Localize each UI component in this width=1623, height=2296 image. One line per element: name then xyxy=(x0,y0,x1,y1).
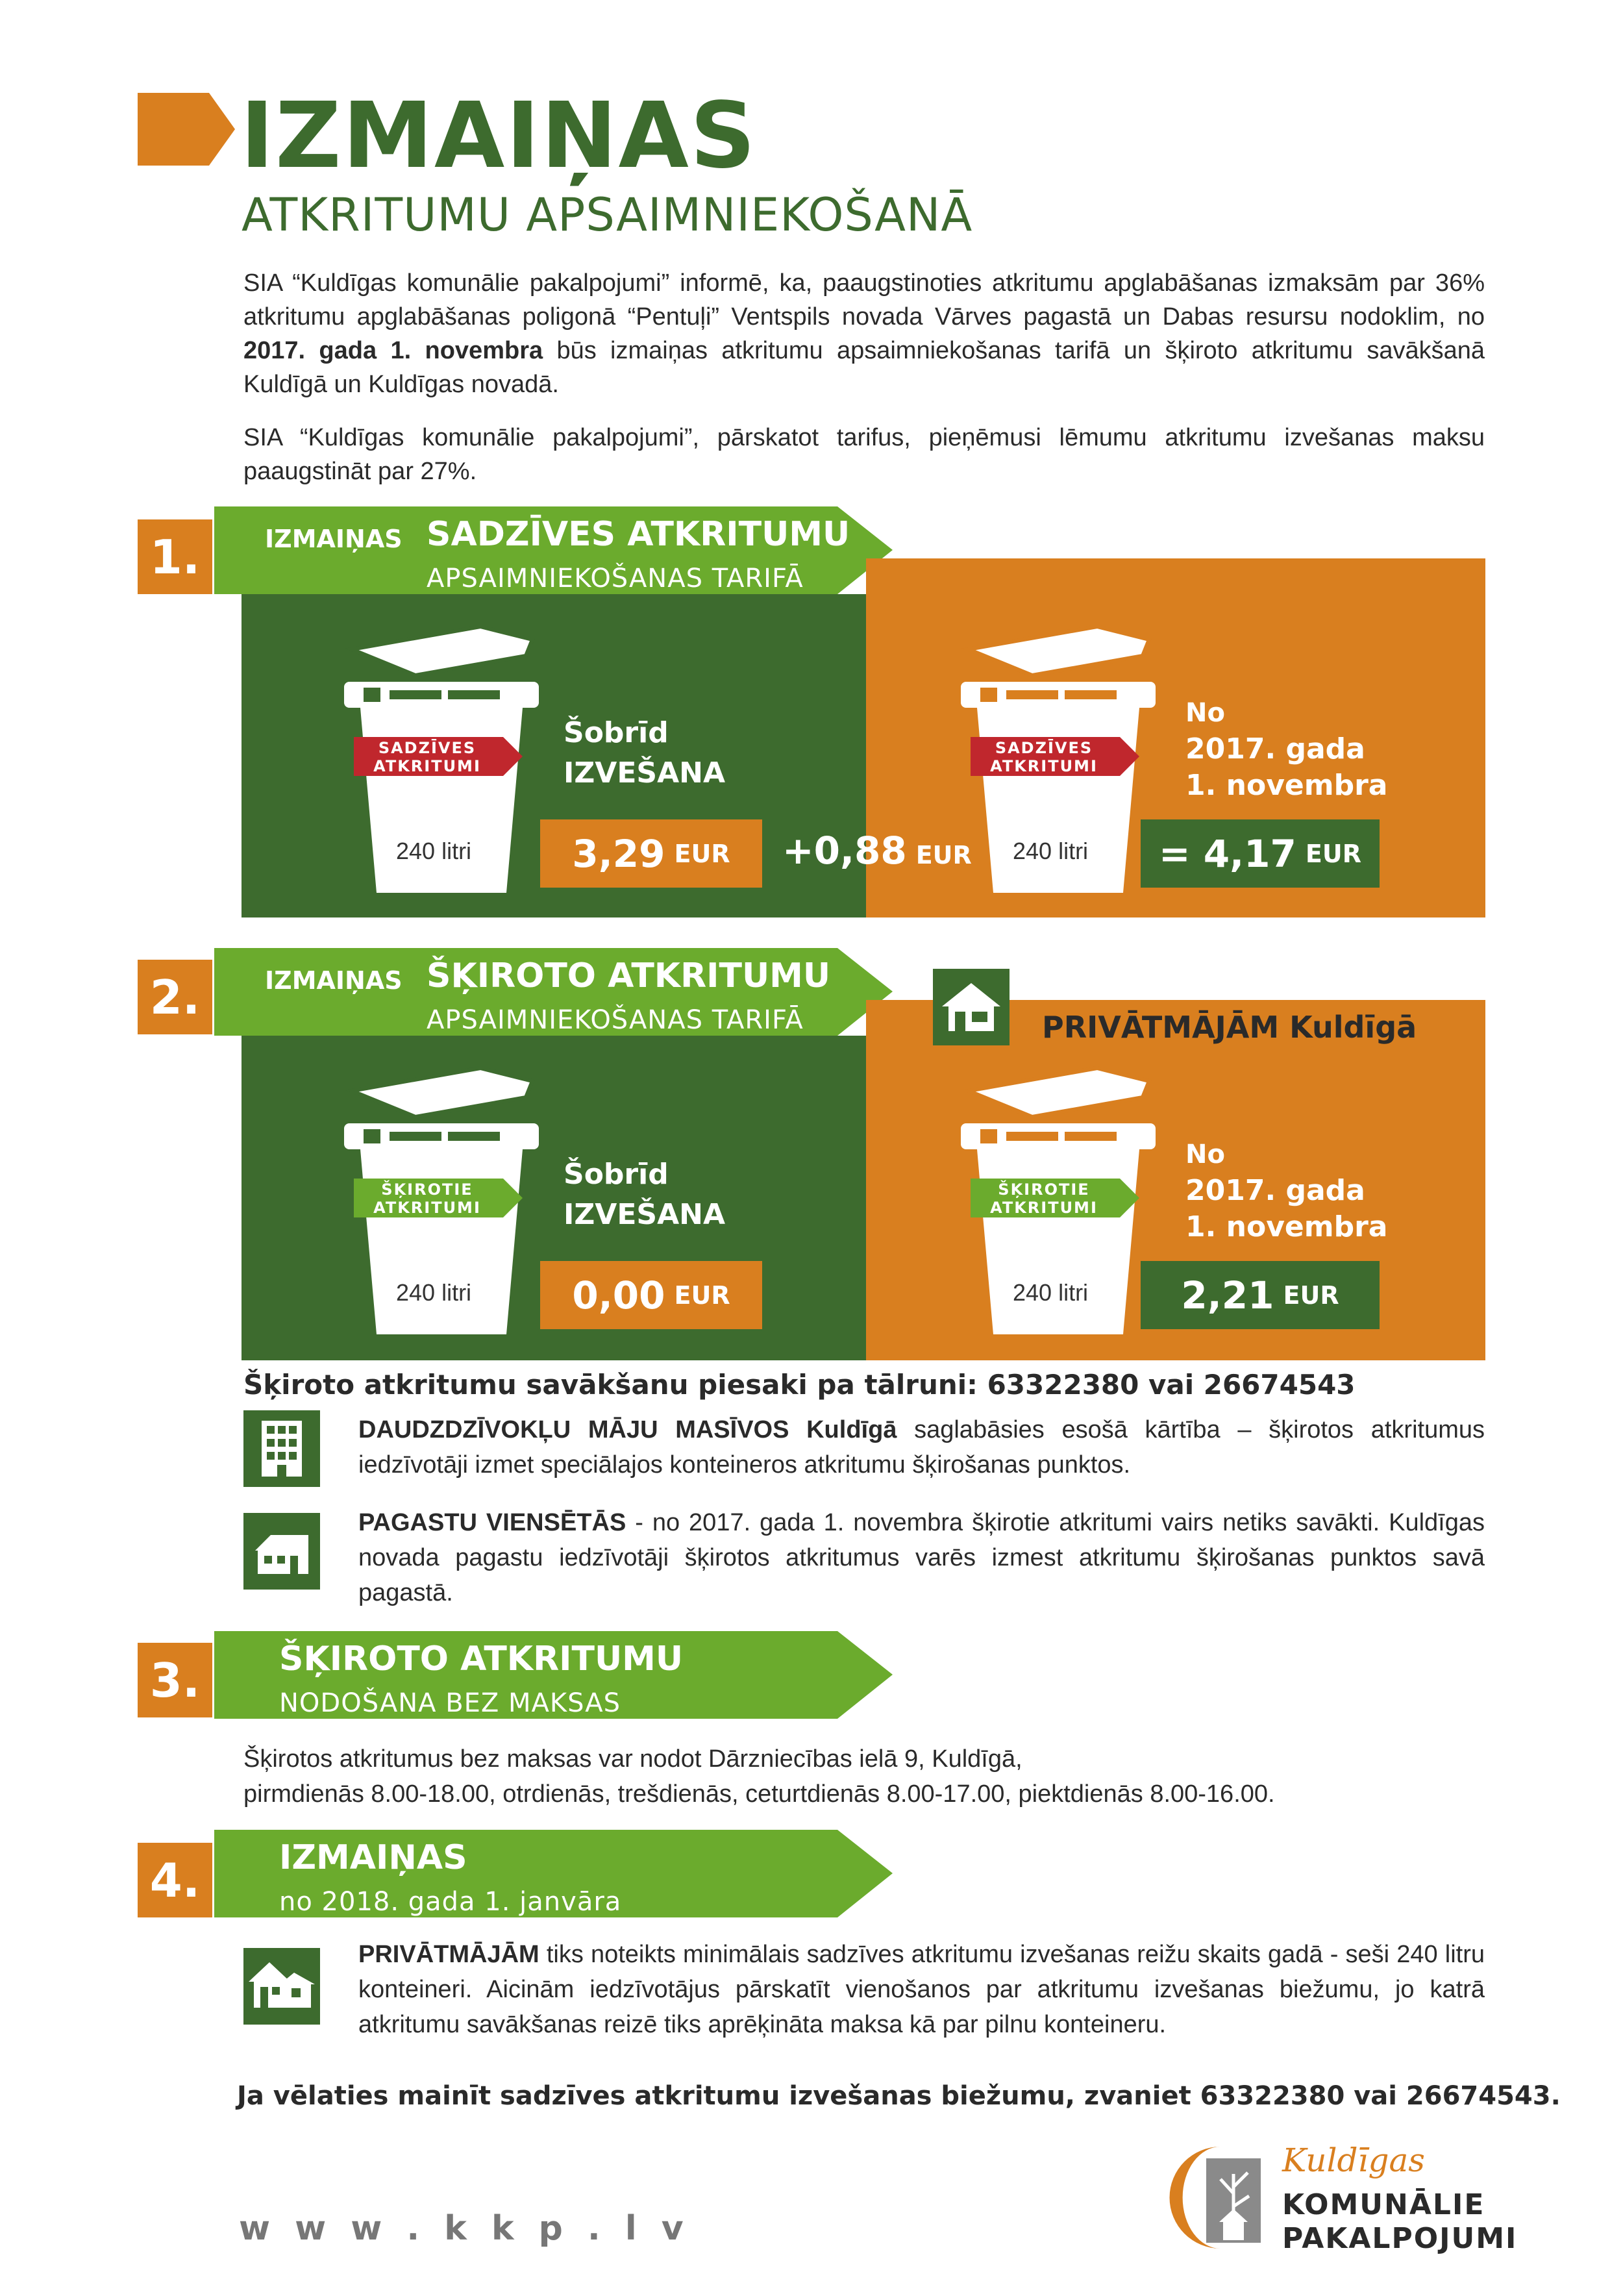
intro-paragraph-2: SIA “Kuldīgas komunālie pakalpojumi”, pārskatot tarifus, pieņēmusi lēmumu atkritumu izvešanas maksu paaugstināt par 27%. xyxy=(243,424,1485,485)
current-label: Šobrīd IZVEŠANA xyxy=(564,1158,726,1231)
apartment-building-icon xyxy=(243,1410,320,1487)
house-icon xyxy=(243,1948,320,2025)
current-price-box: 3,29 EUR xyxy=(540,819,762,888)
section3-label-big: ŠĶIROTO ATKRITUMU xyxy=(279,1640,684,1678)
farmhouse-icon xyxy=(243,1513,320,1590)
new-tariff-date-label: No 2017. gada 1. novembra xyxy=(1185,1140,1388,1243)
rural-homesteads-info: PAGASTU VIENSĒTĀS - no 2017. gada 1. novembra šķirotie atkritumi vairs netiks savākti. Kuldīgas novada pagastu iedzīvotāji šķirotos atkritumus varēs izmest atkritumu šķirošanas punktos savā pagastā. xyxy=(358,1509,1485,1606)
section2-label-small: IZMAIŅAS xyxy=(265,966,403,995)
section1-label-sub: APSAIMNIEKOŠANAS TARIFĀ xyxy=(427,564,804,593)
section-number-4: 4. xyxy=(138,1843,212,1917)
bin-volume-label: 240 litri xyxy=(396,838,472,864)
section4-label-sub: no 2018. gada 1. janvāra xyxy=(279,1887,622,1917)
section-number-1: 1. xyxy=(138,519,212,594)
logo-komunalie: KOMUNĀLIE xyxy=(1282,2188,1485,2221)
intro-paragraph-1: SIA “Kuldīgas komunālie pakalpojumi” informē, ka, paaugstinoties atkritumu apglabāšanas izmaksām par 36% atkritumu apglabāšanas poligonā “Pentuļi” Ventspils novada Vārves pagastā un Dabas resursu nodoklim, no 2017. gada 1. novembra būs izmaiņas atkritumu apsaimniekošanas tarifā un šķiroto atkritumu savākšanā Kuldīgā un Kuldīgas novadā. xyxy=(243,269,1485,398)
current-price-box: 0,00 EUR xyxy=(540,1261,762,1329)
new-price-box: 2,21 EUR xyxy=(1141,1261,1380,1329)
logo-pakalpojumi: PAKALPOJUMI xyxy=(1282,2222,1518,2255)
price-increase: +0,88 EUR xyxy=(782,829,972,873)
bin-volume-label: 240 litri xyxy=(1013,1279,1089,1306)
company-logo-icon xyxy=(1169,2141,1272,2255)
section4-label-big: IZMAIŅAS xyxy=(279,1838,467,1877)
new-price-box: = 4,17 EUR xyxy=(1141,819,1380,888)
section-number-3: 3. xyxy=(138,1643,212,1717)
apartment-blocks-info: DAUDZDZĪVOKĻU MĀJU MASĪVOS Kuldīgā saglabāsies esošā kārtība – šķirotos atkritumus iedzīvotāji izmet speciālajos konteineros atkritumu šķirošanas punktos. xyxy=(358,1416,1485,1479)
sorted-waste-phone-line: Šķiroto atkritumu savākšanu piesaki pa tālruni: 63322380 vai 26674543 xyxy=(243,1369,1356,1401)
section2-label-sub: APSAIMNIEKOŠANAS TARIFĀ xyxy=(427,1005,804,1035)
section2-label-big: ŠĶIROTO ATKRITUMU xyxy=(427,956,831,995)
new-tariff-date-label: No 2017. gada 1. novembra xyxy=(1185,698,1388,802)
page-title: IZMAIŅAS xyxy=(240,83,757,189)
private-houses-label: PRIVĀTMĀJĀM Kuldīgā xyxy=(1042,1010,1417,1045)
section1-label-small: IZMAIŅAS xyxy=(265,525,403,553)
website-url[interactable]: w w w . k k p . l v xyxy=(239,2209,690,2248)
current-label: Šobrīd IZVEŠANA xyxy=(564,716,726,790)
header-arrow xyxy=(138,93,235,166)
bin-tag-label: SADZĪVES ATKRITUMI xyxy=(990,739,1098,775)
closing-phone-line: Ja vēlaties mainīt sadzīves atkritumu izvešanas biežumu, zvaniet 63322380 vai 26674543. xyxy=(237,2081,1561,2111)
logo-kuldigas: Kuldīgas xyxy=(1282,2141,1425,2179)
drop-off-info: Šķirotos atkritumus bez maksas var nodot Dārzniecības ielā 9, Kuldīgā, pirmdienās 8.00-18.00, otrdienās, trešdienās, ceturtdienās 8.00-17.00, piektdienās 8.00-16.00. xyxy=(243,1745,1275,1808)
private-houses-info: PRIVĀTMĀJĀM tiks noteikts minimālais sadzīves atkritumu izvešanas reižu skaits gadā - seši 240 litru konteineri. Aicinām iedzīvotājus pārskatīt vienošanos par atkritumu izvešanas biežumu, jo katrā atkritumu savākšanas reizē tiks aprēķināta maksa kā par pilnu konteineru. xyxy=(358,1941,1485,2038)
section1-label-big: SADZĪVES ATKRITUMU xyxy=(427,515,850,554)
house-icon xyxy=(933,969,1010,1045)
page-subtitle: ATKRITUMU APSAIMNIEKOŠANĀ xyxy=(242,188,973,242)
bin-tag-label: ŠĶIROTIE ATKRITUMI xyxy=(373,1180,481,1217)
bin-tag-label: SADZĪVES ATKRITUMI xyxy=(373,739,481,775)
bin-volume-label: 240 litri xyxy=(1013,838,1089,864)
section-number-2: 2. xyxy=(138,960,212,1034)
section3-label-sub: NODOŠANA BEZ MAKSAS xyxy=(279,1688,621,1718)
bin-volume-label: 240 litri xyxy=(396,1279,472,1306)
bin-tag-label: ŠĶIROTIE ATKRITUMI xyxy=(990,1180,1098,1217)
